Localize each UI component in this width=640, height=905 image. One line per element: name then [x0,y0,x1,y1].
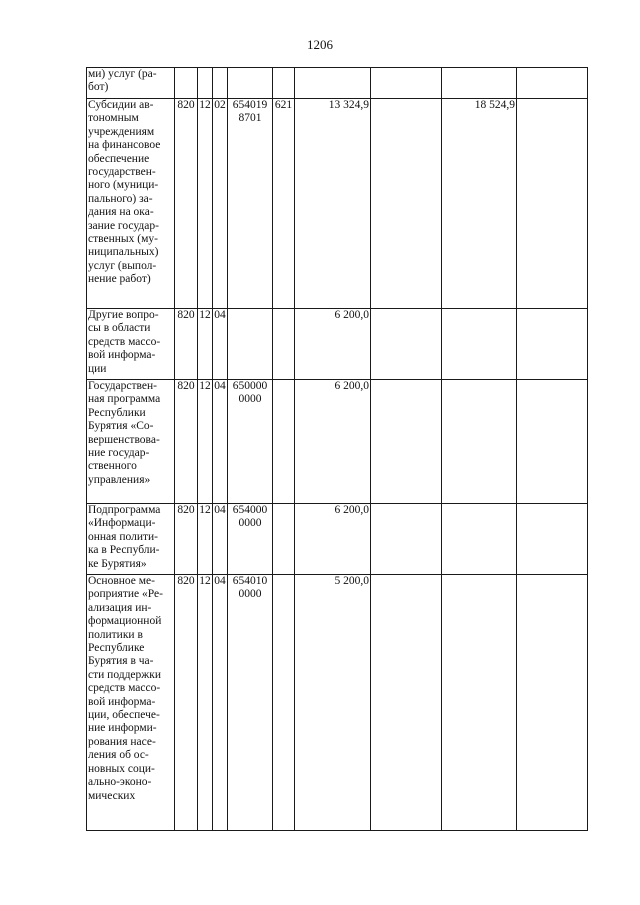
row-name-cell: ми) услуг (ра- бот) [87,68,175,99]
amount-cell [371,68,442,99]
target-article-cell: 654010 0000 [228,575,273,831]
ved-code-cell: 820 [175,99,198,309]
budget-table [86,67,588,831]
amount-cell [517,380,588,504]
target-article-cell: 650000 0000 [228,380,273,504]
amount-cell [371,575,442,831]
amount-cell [295,68,371,99]
table-row [87,68,588,99]
expense-type-cell [273,504,295,575]
target-article-cell [228,309,273,380]
ved-code-cell: 820 [175,380,198,504]
subsection-code-cell: 04 [213,309,228,380]
subsection-code-cell: 04 [213,575,228,831]
amount-cell [517,99,588,309]
row-name-cell: Основное ме- роприятие «Ре- ализация ин- формационной политики в Республике Бурятия в ча- сти поддержки средств массо- вой информа- ции, обеспече- ние информи- рования насе- ления об ос- новных соци- ально-эконо- мических [87,575,175,831]
row-name-cell: Другие вопро- сы в области средств массо- вой информа- ции [87,309,175,380]
amount-cell [442,575,517,831]
ved-code-cell: 820 [175,309,198,380]
table-row [87,99,588,309]
amount-cell [371,99,442,309]
row-name-cell: Государствен- ная программа Республики Бурятия «Со- вершенствова- ние государ- ственного управления» [87,380,175,504]
row-name-cell: Подпрограмма «Информаци- онная полити- ка в Республи- ке Бурятия» [87,504,175,575]
amount-cell: 6 200,0 [295,309,371,380]
amount-cell [371,309,442,380]
subsection-code-cell: 02 [213,99,228,309]
row-name-cell: Субсидии ав- тономным учреждениям на финансовое обеспечение государствен- ного (муници- пального) за- дания на ока- зание государ- ственных (му- ниципальных) услуг (выпол- нение работ) [87,99,175,309]
section-code-cell: 12 [198,504,213,575]
section-code-cell: 12 [198,309,213,380]
amount-cell [517,68,588,99]
expense-type-cell [273,380,295,504]
page-number: 1206 [307,37,333,52]
section-code-cell: 12 [198,380,213,504]
expense-type-cell: 621 [273,99,295,309]
amount-cell [371,380,442,504]
subsection-code-cell: 04 [213,380,228,504]
amount-cell [442,68,517,99]
amount-cell: 6 200,0 [295,504,371,575]
amount-cell [442,380,517,504]
table-row [87,575,588,831]
target-article-cell: 654019 8701 [228,99,273,309]
amount-cell [442,309,517,380]
ved-code-cell [175,68,198,99]
section-code-cell: 12 [198,99,213,309]
amount-cell [517,309,588,380]
expense-type-cell [273,575,295,831]
amount-cell: 13 324,9 [295,99,371,309]
section-code-cell [198,68,213,99]
subsection-code-cell: 04 [213,504,228,575]
table-row [87,504,588,575]
expense-type-cell [273,309,295,380]
table-row [87,380,588,504]
amount-cell [517,504,588,575]
amount-cell [371,504,442,575]
target-article-cell [228,68,273,99]
section-code-cell: 12 [198,575,213,831]
ved-code-cell: 820 [175,504,198,575]
amount-cell: 5 200,0 [295,575,371,831]
table-row [87,309,588,380]
subsection-code-cell [213,68,228,99]
amount-cell: 6 200,0 [295,380,371,504]
target-article-cell: 654000 0000 [228,504,273,575]
amount-cell [442,504,517,575]
expense-type-cell [273,68,295,99]
ved-code-cell: 820 [175,575,198,831]
amount-cell [517,575,588,831]
amount-cell: 18 524,9 [442,99,517,309]
